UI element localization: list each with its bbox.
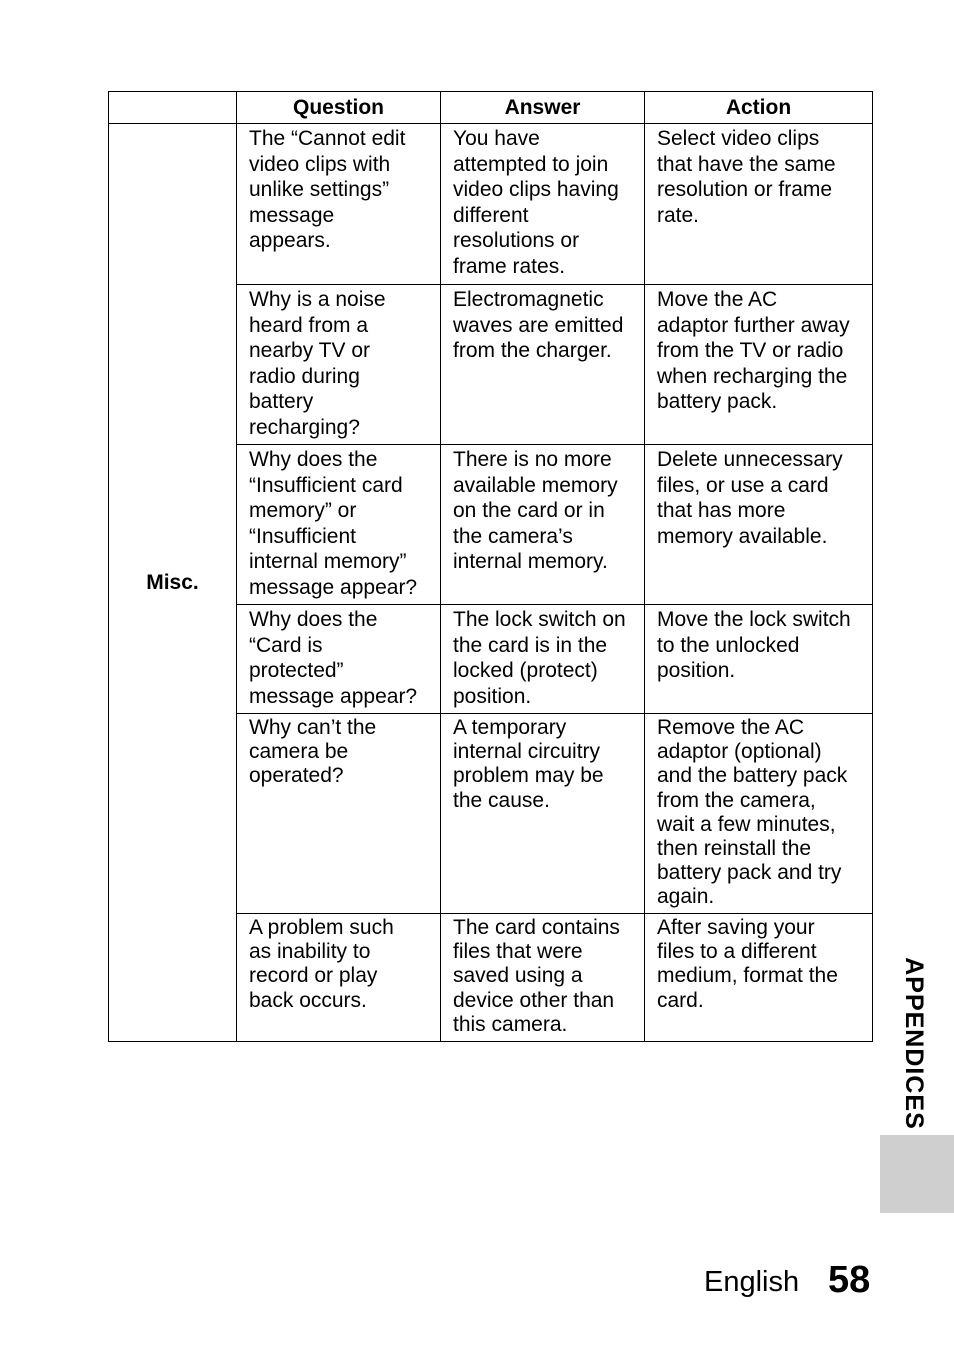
question-cell: Why can’t the camera be operated?: [237, 714, 441, 914]
appendices-section-label: [873, 958, 953, 1128]
action-cell: Select video clips that have the same resolution or frame rate.: [645, 124, 873, 285]
category-cell: Misc.: [109, 124, 237, 1042]
header-row: [109, 92, 873, 124]
action-cell: Delete unnecessary files, or use a card that has more memory available.: [645, 445, 873, 605]
footer-language: English: [704, 1266, 800, 1298]
header-question: Question: [237, 92, 441, 124]
answer-cell: You have attempted to join video clips having different resolutions or frame rates.: [441, 124, 645, 285]
action-cell: Move the lock switch to the unlocked position.: [645, 605, 873, 714]
answer-cell: The lock switch on the card is in the locked (protect) position.: [441, 605, 645, 714]
answer-cell: Electromagnetic waves are emitted from the charger.: [441, 285, 645, 445]
section-tab-marker: [880, 1135, 954, 1213]
answer-cell: A temporary internal circuitry problem may be the cause.: [441, 714, 645, 914]
action-cell: Move the AC adaptor further away from the TV or radio when recharging the battery pack.: [645, 285, 873, 445]
question-cell: A problem such as inability to record or play back occurs.: [237, 914, 441, 1042]
table-row: [109, 124, 873, 285]
faq-table: [108, 91, 873, 1042]
appendices-label-text: APPENDICES: [899, 956, 928, 1130]
answer-cell: The card contains files that were saved using a device other than this camera.: [441, 914, 645, 1042]
question-cell: Why is a noise heard from a nearby TV or radio during battery recharging?: [237, 285, 441, 445]
action-cell: After saving your files to a different medium, format the card.: [645, 914, 873, 1042]
answer-cell: There is no more available memory on the card or in the camera’s internal memory.: [441, 445, 645, 605]
header-category: [109, 92, 237, 124]
header-action: Action: [645, 92, 873, 124]
action-cell: Remove the AC adaptor (optional) and the battery pack from the camera, wait a few minutes, then reinstall the battery pack and try again.: [645, 714, 873, 914]
question-cell: Why does the “Insufficient card memory” or “Insufficient internal memory” message appear?: [237, 445, 441, 605]
question-cell: Why does the “Card is protected” message appear?: [237, 605, 441, 714]
page-number: 58: [828, 1259, 871, 1301]
question-cell: The “Cannot edit video clips with unlike settings” message appears.: [237, 124, 441, 285]
header-answer: Answer: [441, 92, 645, 124]
